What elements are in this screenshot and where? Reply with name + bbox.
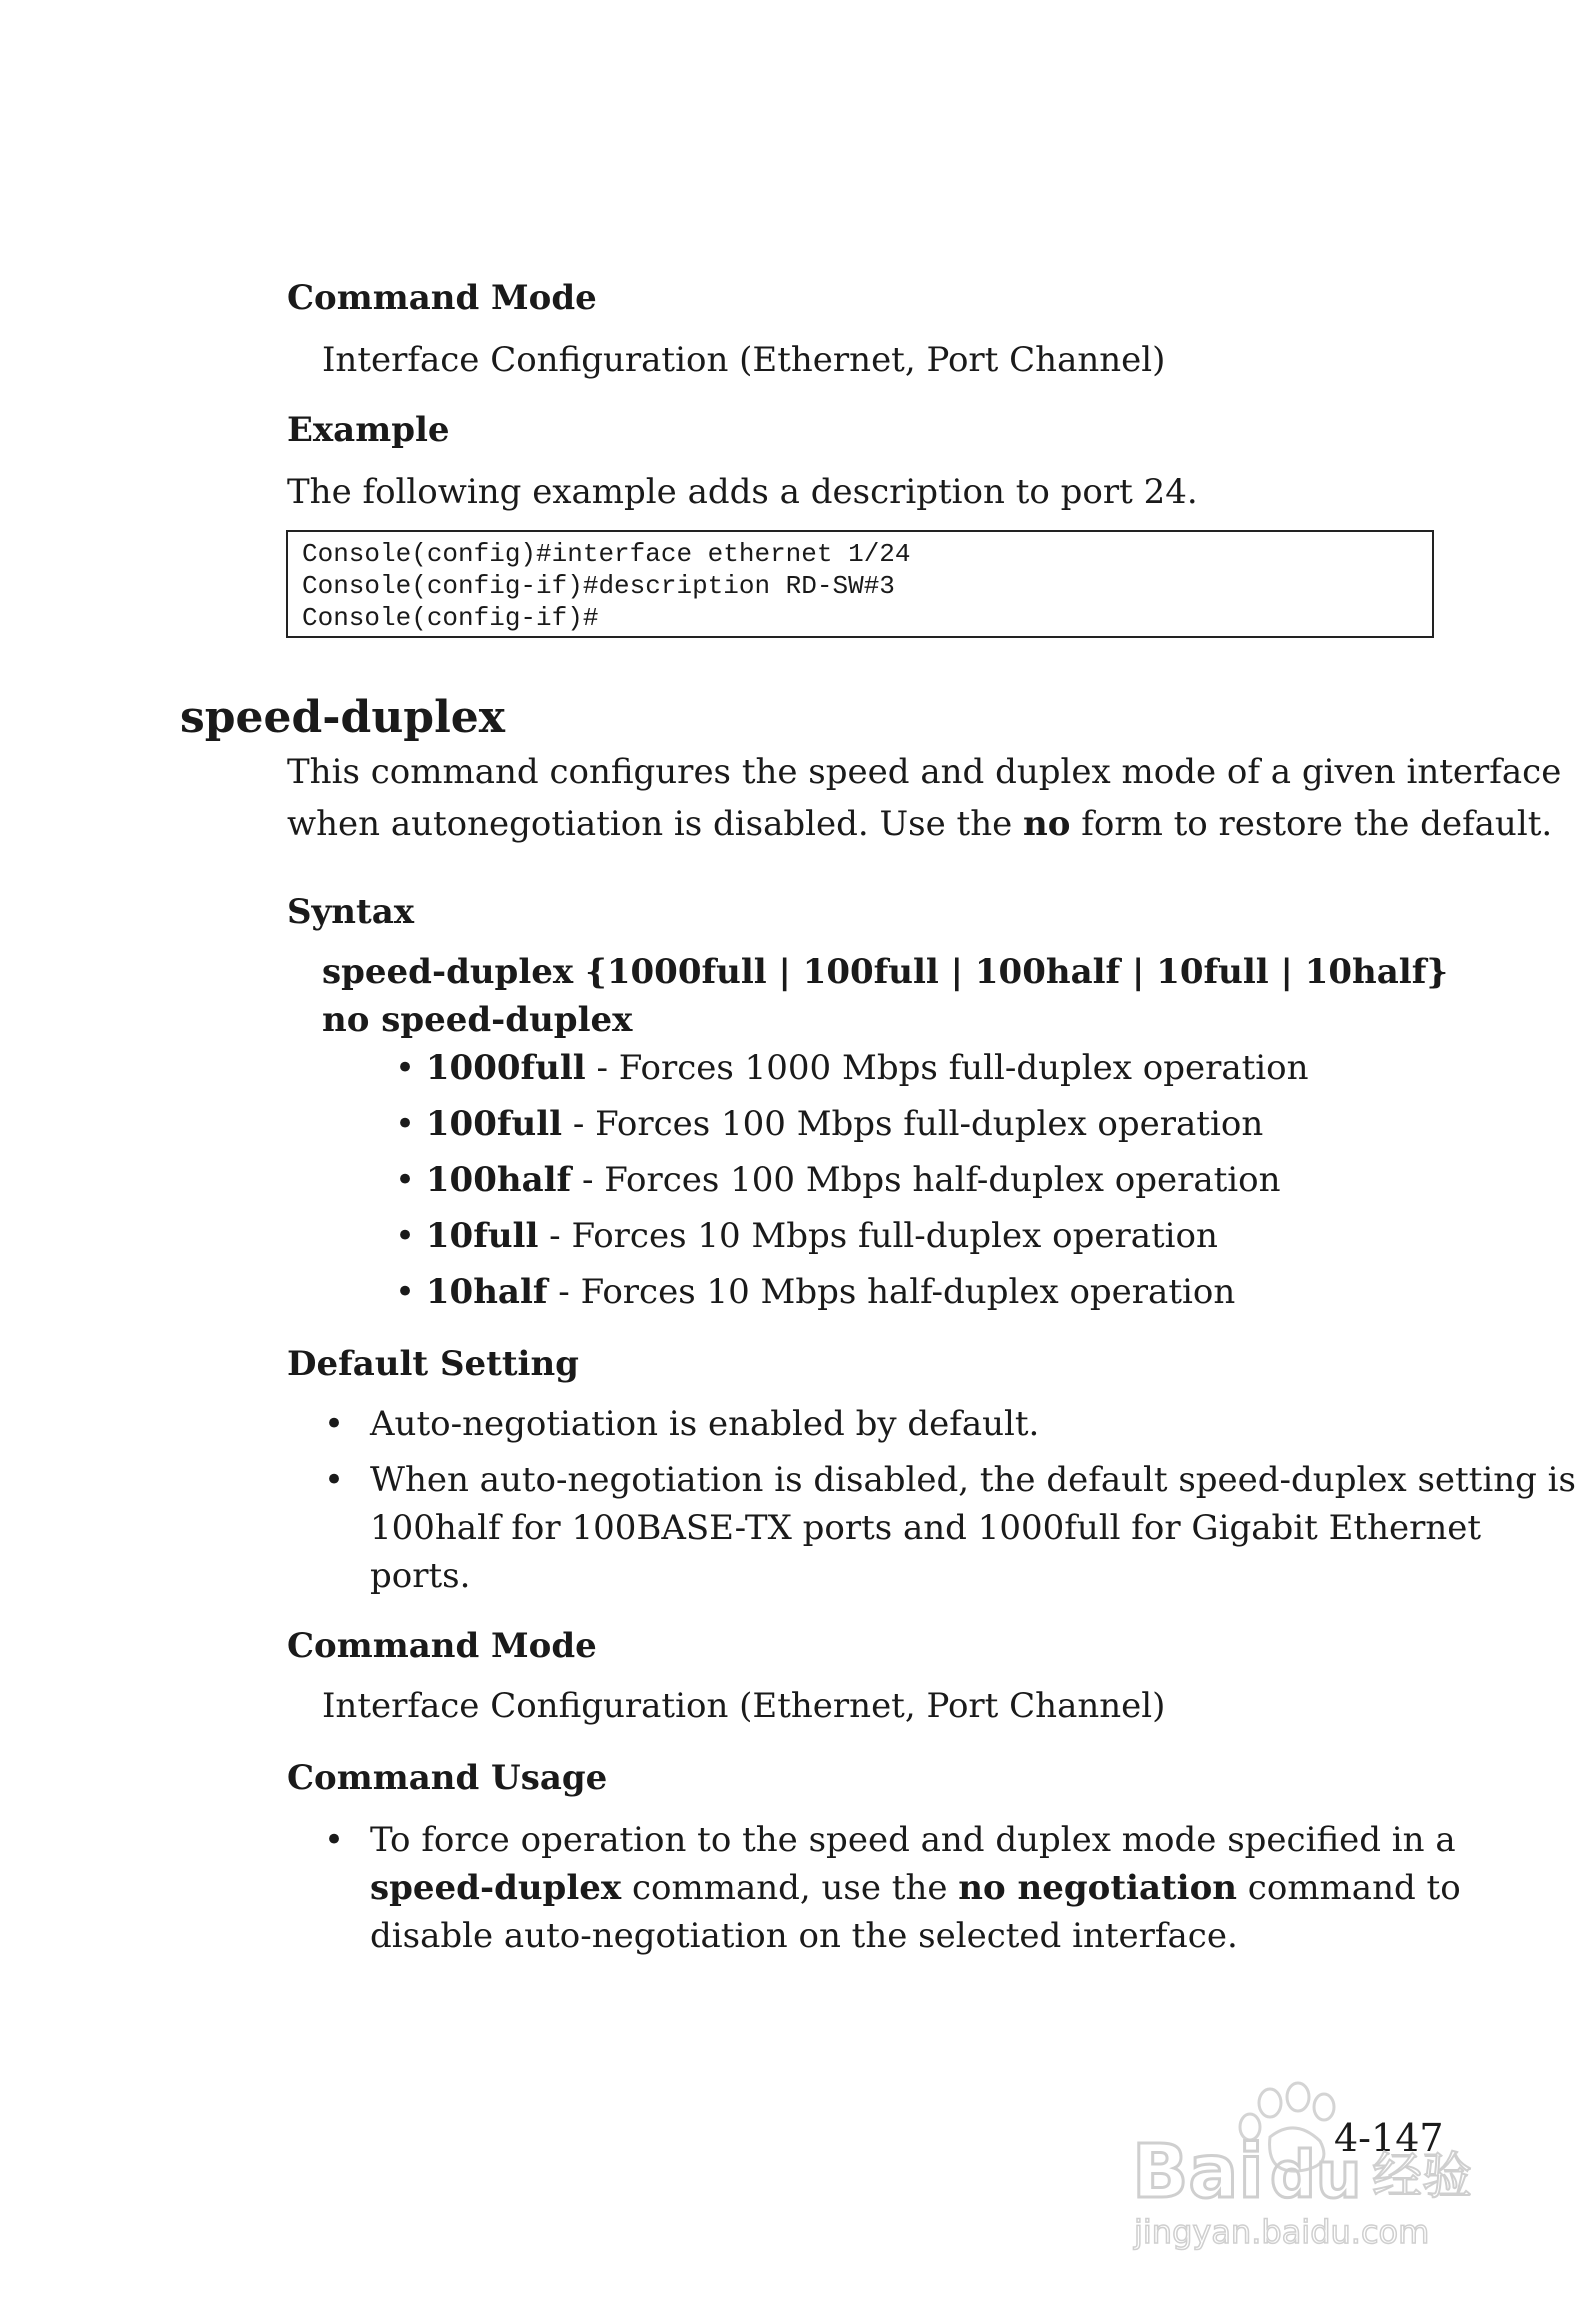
syntax-option: • 100full - Forces 100 Mbps full-duplex operation [395, 1104, 1264, 1144]
syntax-heading: Syntax [287, 892, 415, 932]
syntax-option: • 10half - Forces 10 Mbps half-duplex operation [395, 1272, 1236, 1312]
example-text: The following example adds a description to port 24. [287, 472, 1198, 512]
default-item-line: ports. [370, 1556, 471, 1596]
syntax-line1: speed-duplex {1000full | 100full | 100half | 10full | 10half} [322, 952, 1449, 992]
code-line: Console(config)#interface ethernet 1/24 [302, 539, 911, 569]
usage-line: To force operation to the speed and duplex mode specified in a [370, 1820, 1456, 1860]
code-example-box [286, 530, 1434, 638]
default-item-line: When auto-negotiation is disabled, the default speed-duplex setting is [370, 1460, 1577, 1500]
section-title: speed-duplex [180, 692, 506, 743]
watermark-url: jingyan.baidu.com [1134, 2213, 1430, 2251]
default-item: Auto-negotiation is enabled by default. [370, 1404, 1040, 1444]
section-description-line2: when autonegotiation is disabled. Use the no form to restore the default. [287, 804, 1553, 844]
command-mode-text-top: Interface Configuration (Ethernet, Port Channel) [322, 340, 1166, 380]
code-line: Console(config-if)# [302, 603, 599, 633]
syntax-line2: no speed-duplex [322, 1000, 633, 1040]
section-description-line1: This command configures the speed and duplex mode of a given interface [287, 752, 1562, 792]
default-setting-heading: Default Setting [287, 1344, 579, 1384]
command-usage-heading: Command Usage [287, 1758, 608, 1798]
command-mode-text: Interface Configuration (Ethernet, Port Channel) [322, 1686, 1166, 1726]
bullet: • [324, 1460, 345, 1500]
code-line: Console(config-if)#description RD-SW#3 [302, 571, 895, 601]
bullet: • [324, 1404, 345, 1444]
usage-line: disable auto-negotiation on the selected interface. [370, 1916, 1238, 1956]
default-item-line: 100half for 100BASE-TX ports and 1000full for Gigabit Ethernet [370, 1508, 1482, 1548]
watermark-suffix: 经验 [1372, 2147, 1472, 2205]
example-heading: Example [287, 410, 450, 450]
command-mode-heading: Command Mode [287, 1626, 597, 1666]
page-number: 4-147 [1334, 2116, 1444, 2160]
watermark-brand: Bai [1132, 2129, 1264, 2215]
baidu-watermark [1120, 2075, 1500, 2255]
syntax-option: • 1000full - Forces 1000 Mbps full-duplex operation [395, 1048, 1309, 1088]
syntax-option: • 100half - Forces 100 Mbps half-duplex operation [395, 1160, 1281, 1200]
bullet: • [324, 1820, 345, 1860]
syntax-option: • 10full - Forces 10 Mbps full-duplex operation [395, 1216, 1218, 1256]
usage-line: speed-duplex command, use the no negotiation command to [370, 1868, 1461, 1908]
watermark-brand2: du [1270, 2139, 1362, 2213]
command-mode-heading-top: Command Mode [287, 278, 597, 318]
